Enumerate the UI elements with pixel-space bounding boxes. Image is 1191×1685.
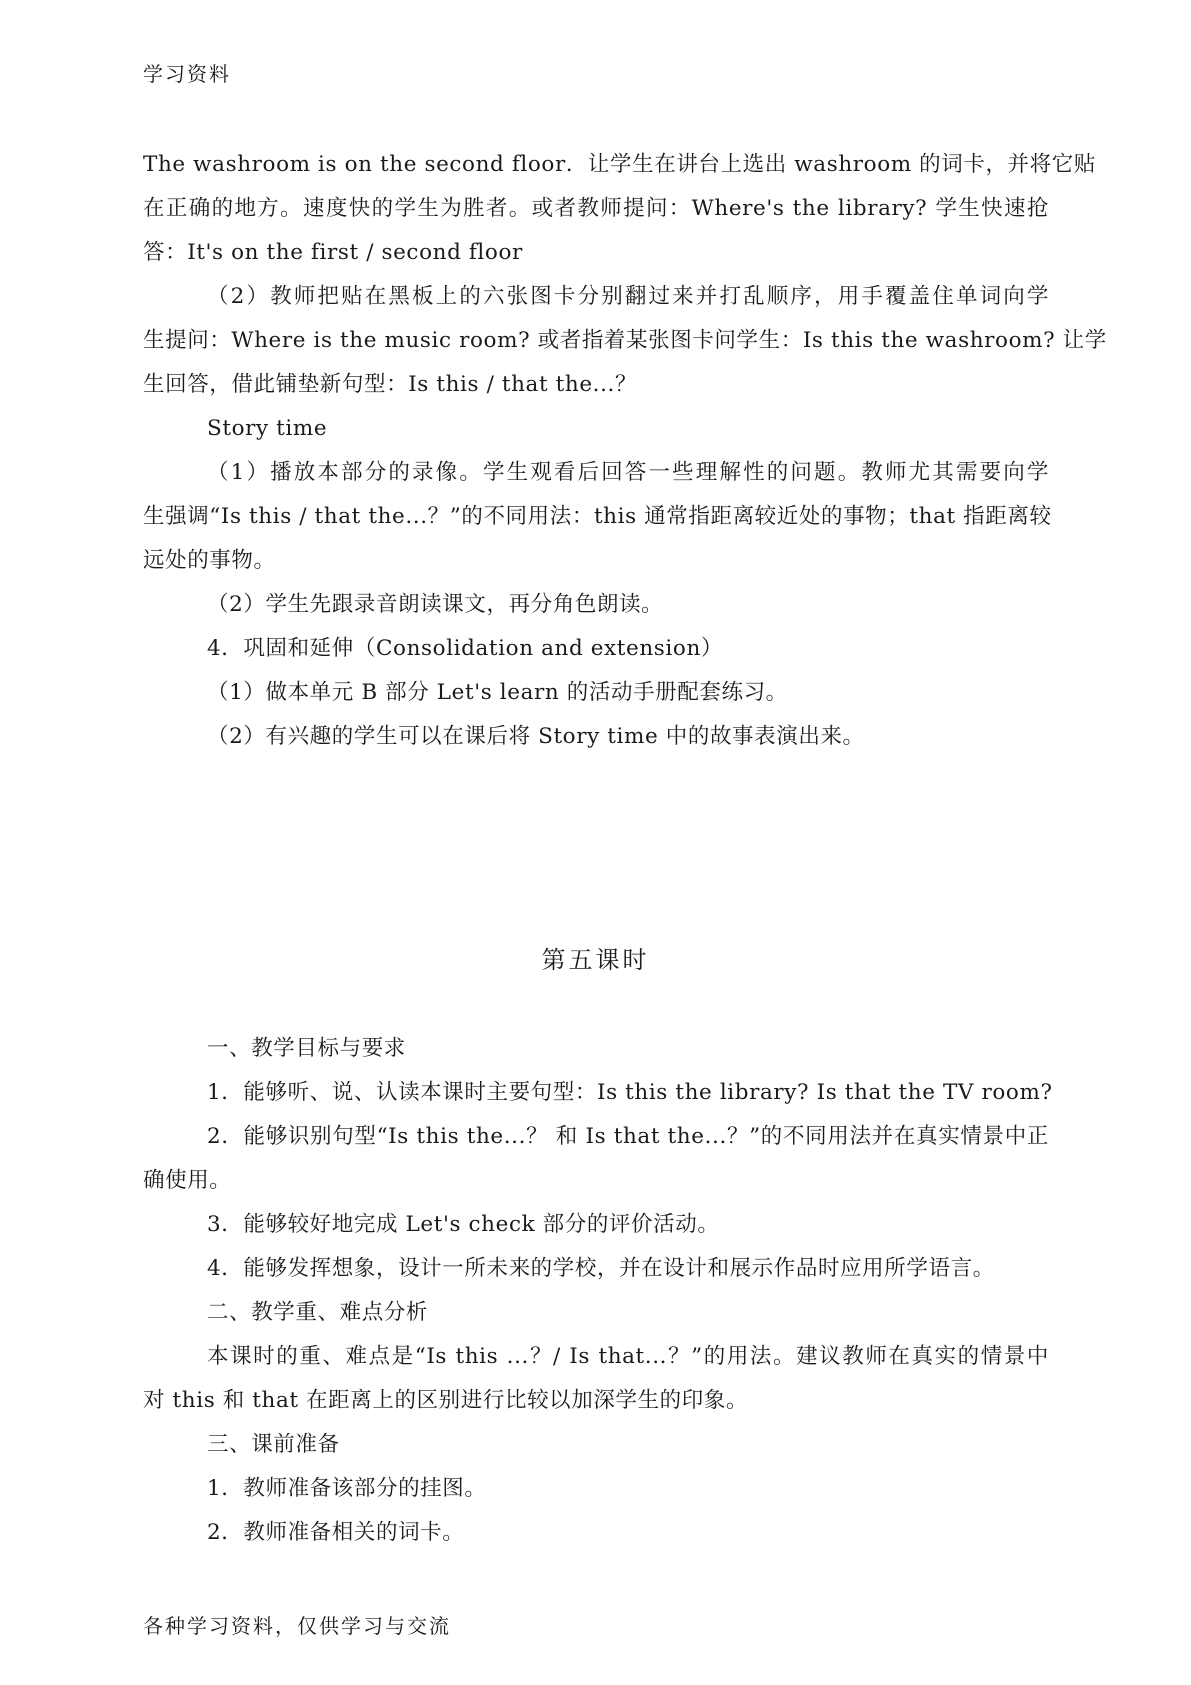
paragraph-line: 在正确的地方。速度快的学生为胜者。或者教师提问：Where's the library? 学生快速抢 <box>143 196 1049 221</box>
list-item: 2．能够识别句型“Is this the...？ 和 Is that the...？”的不同用法并在真实情景中正 <box>207 1124 1049 1149</box>
section-heading: 三、课前准备 <box>207 1432 340 1457</box>
paragraph-line: 答：It's on the first / second floor <box>143 240 523 265</box>
list-item: 3．能够较好地完成 Let's check 部分的评价活动。 <box>207 1212 720 1237</box>
paragraph-line: 远处的事物。 <box>143 548 276 573</box>
page-header: 学习资料 <box>143 62 231 86</box>
list-item: 4．能够发挥想象，设计一所未来的学校，并在设计和展示作品时应用所学语言。 <box>207 1256 995 1281</box>
paragraph-line: 生提问：Where is the music room? 或者指着某张图卡问学生：Is this the washroom? 让学 <box>143 328 1107 353</box>
paragraph-line: （2）学生先跟录音朗读课文，再分角色朗读。 <box>207 592 664 617</box>
section-heading: 二、教学重、难点分析 <box>207 1300 429 1325</box>
paragraph-line: 生回答，借此铺垫新句型：Is this / that the...？ <box>143 372 638 397</box>
subheading: Story time <box>207 416 328 441</box>
paragraph-line: 对 this 和 that 在距离上的区别进行比较以加深学生的印象。 <box>143 1388 749 1413</box>
paragraph-line: 生强调“Is this / that the...？”的不同用法：this 通常指距离较近处的事物；that 指距离较 <box>143 504 1052 529</box>
list-item: 4．巩固和延伸（Consolidation and extension） <box>207 636 723 661</box>
list-item: 1．能够听、说、认读本课时主要句型：Is this the library? Is that the TV room? <box>207 1080 1053 1105</box>
list-item: （1）做本单元 B 部分 Let's learn 的活动手册配套练习。 <box>207 680 788 705</box>
list-item: （2）有兴趣的学生可以在课后将 Story time 中的故事表演出来。 <box>207 724 865 749</box>
section-heading: 一、教学目标与要求 <box>207 1036 406 1061</box>
paragraph-line: 确使用。 <box>143 1168 232 1193</box>
section-title: 第五课时 <box>541 946 650 974</box>
paragraph-line: （2）教师把贴在黑板上的六张图卡分别翻过来并打乱顺序，用手覆盖住单词向学 <box>207 284 1049 309</box>
paragraph-line: The washroom is on the second floor．让学生在讲台上选出 washroom 的词卡，并将它贴 <box>143 152 1096 177</box>
paragraph-line: 本课时的重、难点是“Is this ...？/ Is that...？”的用法。建议教师在真实的情景中 <box>207 1344 1049 1369</box>
paragraph-line: （1）播放本部分的录像。学生观看后回答一些理解性的问题。教师尤其需要向学 <box>207 460 1049 485</box>
list-item: 1．教师准备该部分的挂图。 <box>207 1476 487 1501</box>
page-footer: 各种学习资料，仅供学习与交流 <box>143 1614 451 1638</box>
list-item: 2．教师准备相关的词卡。 <box>207 1520 465 1545</box>
